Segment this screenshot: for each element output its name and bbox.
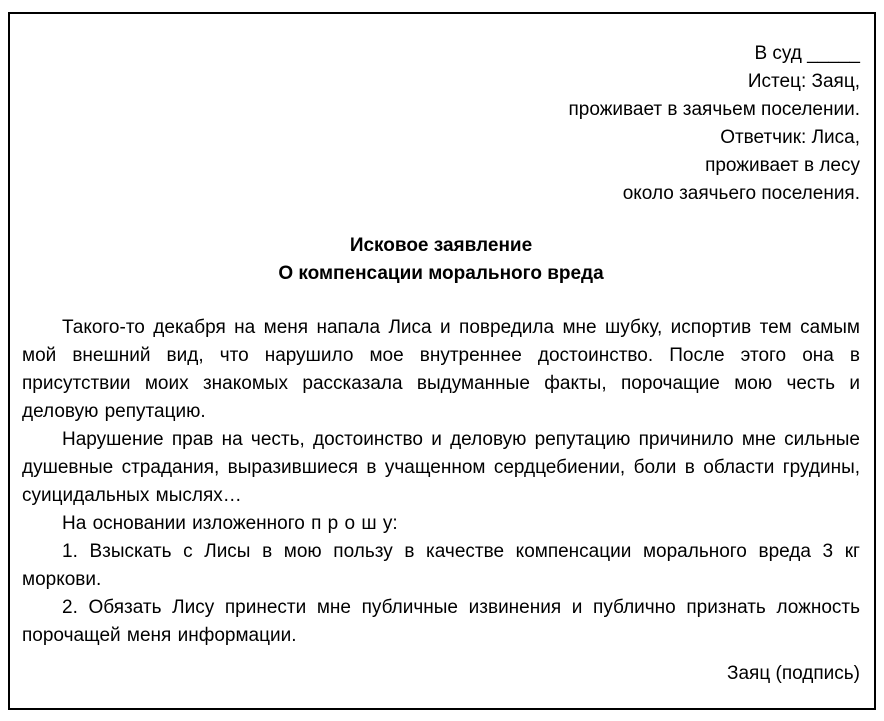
title-line-subject: О компенсации морального вреда (278, 263, 604, 284)
document-content (10, 14, 874, 708)
claim-item-1: 1. Взыскать с Лисы в мою пользу в качестве компенсации морального вреда 3 кг моркови. (22, 541, 860, 590)
claim-item-2: 2. Обязать Лису принести мне публичные извинения и публично признать ложность порочащей меня информации. (22, 597, 860, 646)
paragraph-damages: Нарушение прав на честь, достоинство и деловую репутацию причинило мне сильные душевные страдания, выразившиеся в учащенном сердцебиении, боли в области грудины, суицидальных мыслях… (22, 429, 860, 506)
court-header-block (22, 40, 860, 208)
signature-line: Заяц (подпись) (727, 663, 860, 684)
page-border-frame (8, 12, 876, 710)
paragraph-incident: Такого-то декабря на меня напала Лиса и повредила мне шубку, испортив тем самым мой внешний вид, что нарушило мое внутреннее достоинство. После этого она в присутствии моих знакомых рассказала выдуманные факты, порочащие мою честь и деловую репутацию. (22, 317, 860, 422)
document-title (22, 232, 860, 288)
paragraph-request-intro: На основании изложенного п р о ш у: (62, 513, 398, 534)
header-line-defendant: Ответчик: Лиса, (720, 127, 860, 148)
header-line-plaintiff: Истец: Заяц, (747, 71, 860, 92)
header-line-court: В суд _____ (754, 43, 860, 64)
header-line-defendant-address-1: проживает в лесу (705, 155, 860, 176)
title-line-main: Исковое заявление (349, 235, 533, 256)
header-line-plaintiff-address: проживает в заячьем поселении. (568, 99, 860, 120)
header-line-defendant-address-2: около заячьего поселения. (622, 183, 860, 204)
document-body (22, 314, 860, 650)
